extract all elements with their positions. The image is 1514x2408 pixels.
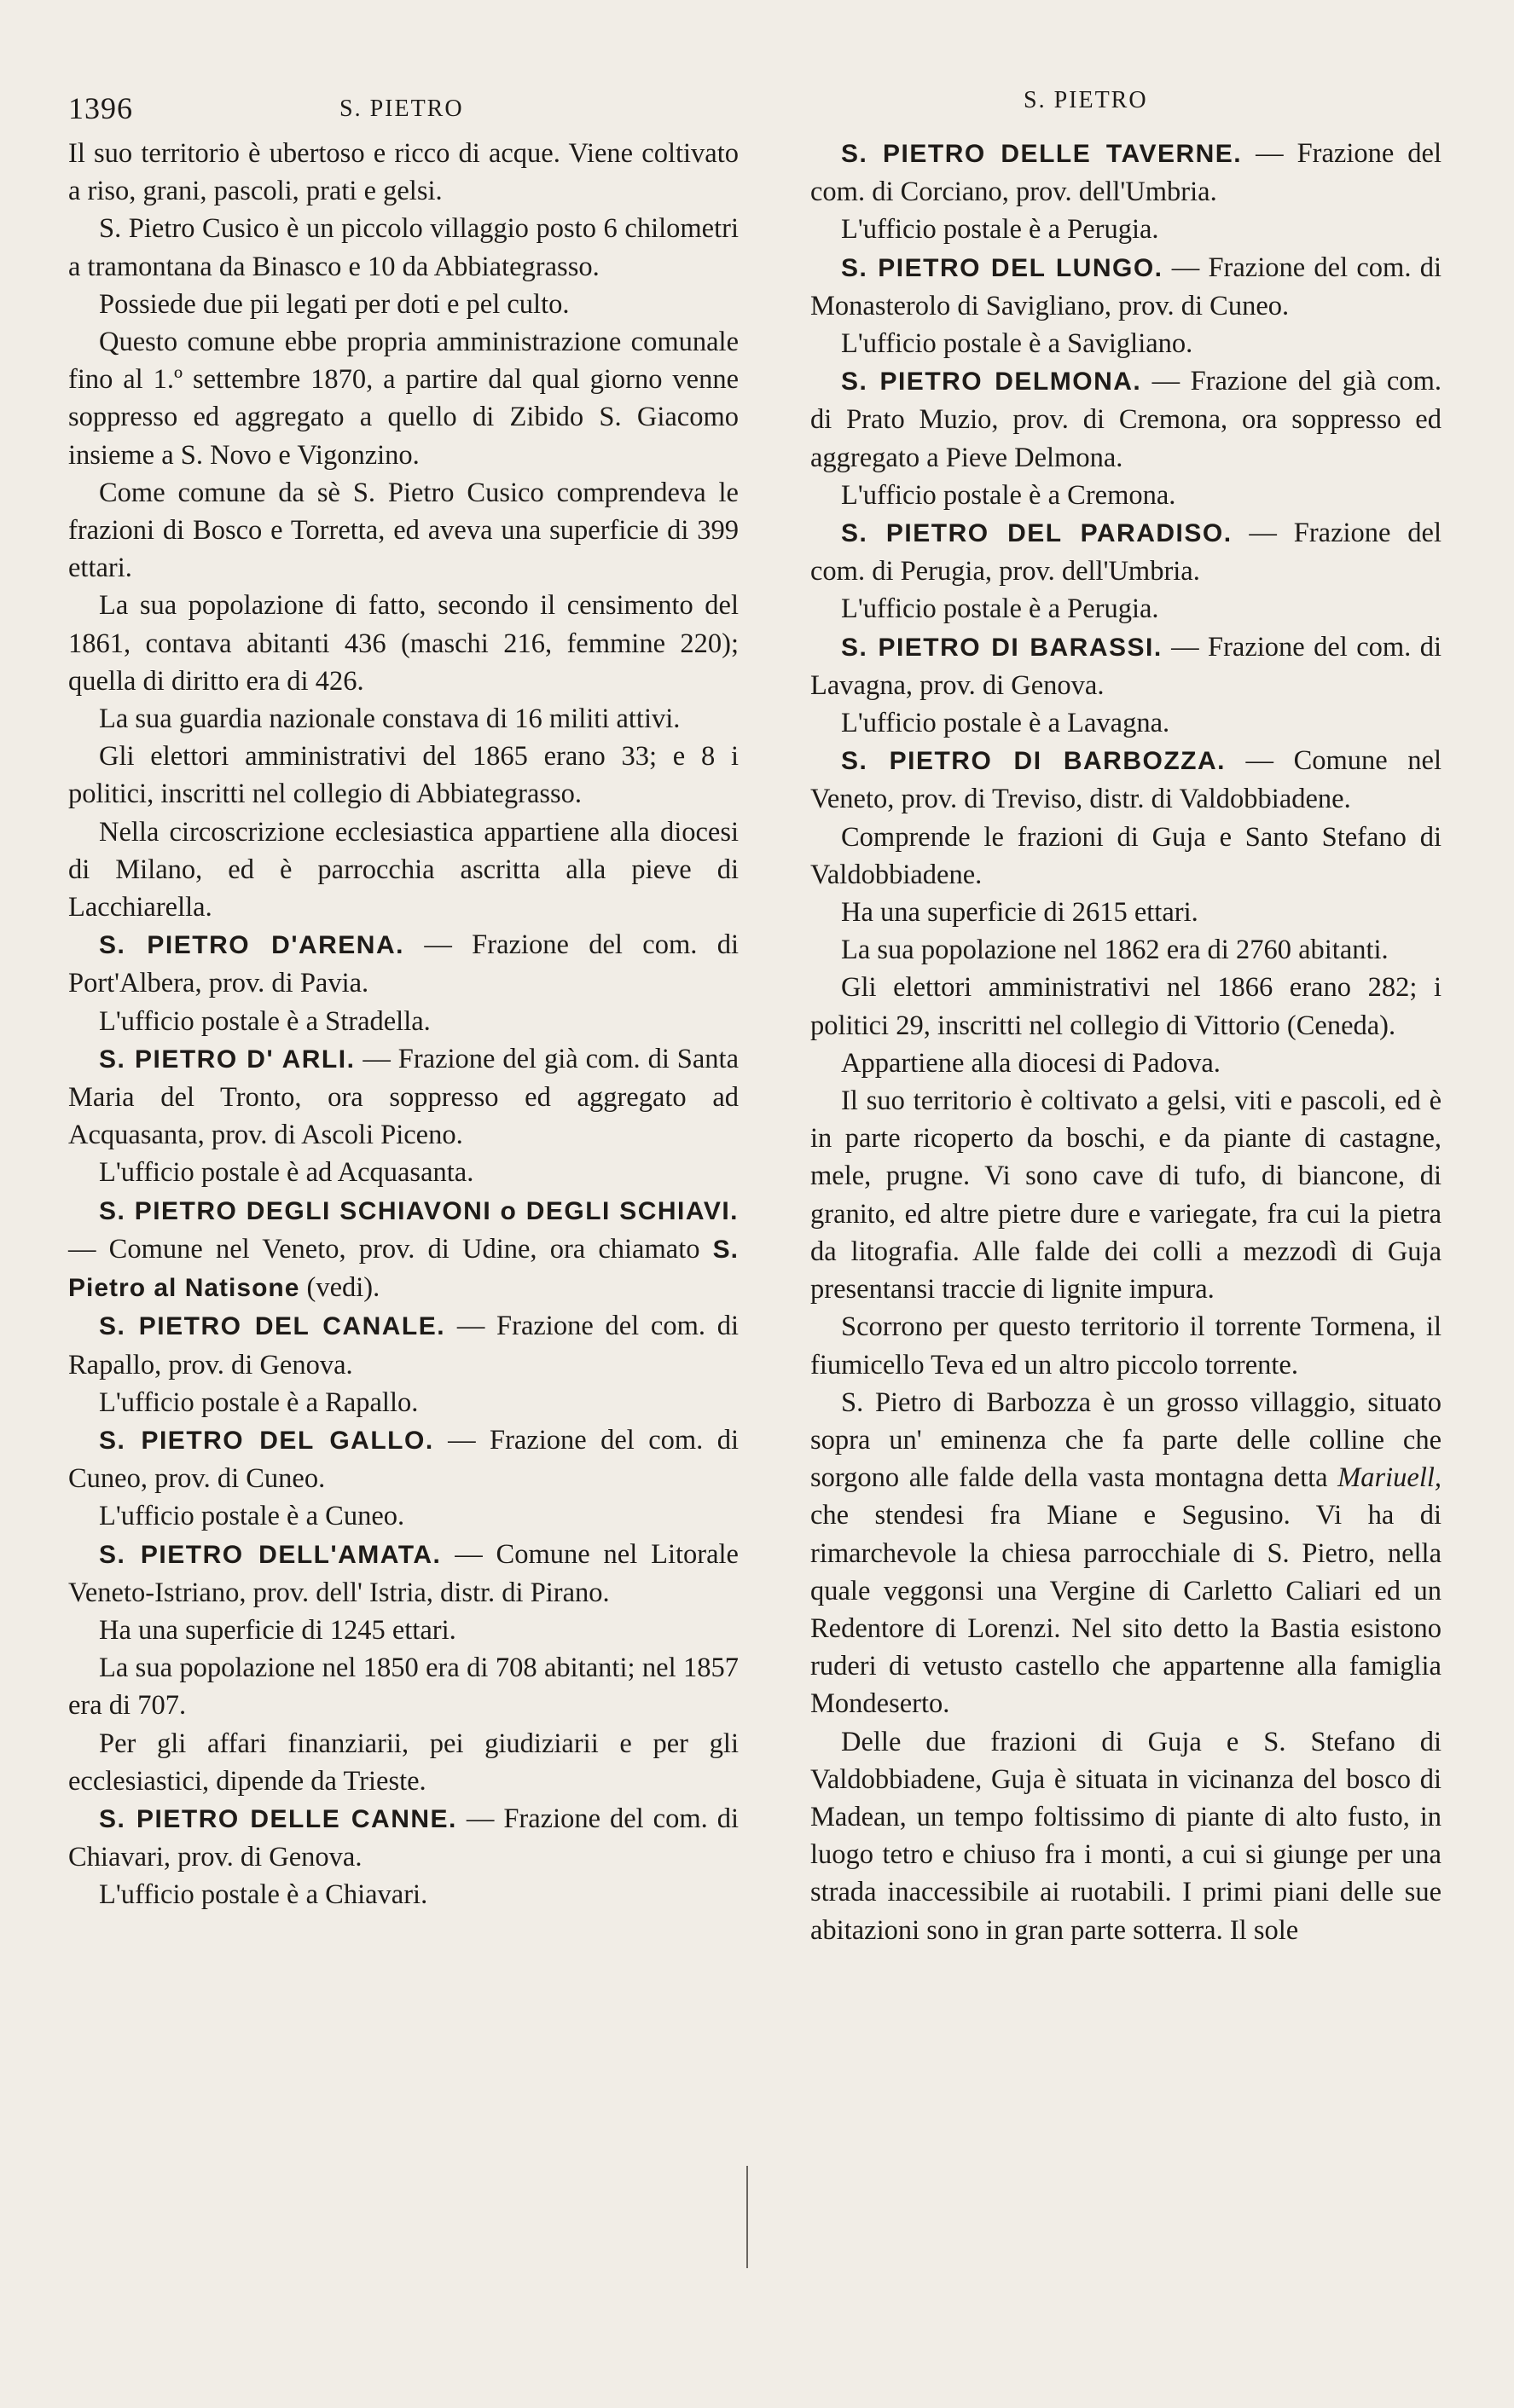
paragraph: Gli elettori amministrativi nel 1866 erano 282; i politici 29, inscritti nel collegio di Vittorio (Ceneda). [810, 972, 1441, 1041]
paragraph: Come comune da sè S. Pietro Cusico comprendeva le frazioni di Bosco e Torretta, ed aveva una superficie di 399 ettari. [68, 477, 739, 584]
page-number: 1396 [68, 91, 133, 125]
gazetteer-entry [810, 135, 1441, 211]
entry-title: S. PIETRO DI BARBOZZA. [841, 747, 1226, 776]
entry-title: S. PIETRO D'ARENA. [99, 931, 404, 960]
entry-text: — Frazione del com. di Chiavari, prov. di Genova. [68, 1803, 739, 1873]
left-column [68, 135, 739, 1914]
postal-note: L'ufficio postale è a Stradella. [99, 1005, 431, 1037]
gazetteer-entry [68, 1307, 739, 1383]
postal-note: L'ufficio postale è a Savigliano. [841, 328, 1193, 360]
paragraph: Appartiene alla diocesi di Padova. [841, 1047, 1221, 1079]
paragraph: Possiede due pii legati per doti e pel culto. [99, 288, 570, 320]
entry-title: S. PIETRO DELLE CANNE. [99, 1804, 457, 1833]
entry-text: (vedi). [299, 1272, 380, 1304]
gazetteer-entry [810, 249, 1441, 325]
running-head-left: S. PIETRO [339, 96, 464, 122]
entry-text: — Frazione del com. di Lavagna, prov. di Genova. [810, 631, 1441, 701]
entry-title: S. PIETRO DEL LUNGO. [841, 253, 1163, 282]
entry-text: — Frazione del com. di Port'Albera, prov. di Pavia. [68, 929, 739, 999]
entry-title: S. PIETRO DEGLI SCHIAVONI o DEGLI SCHIAVI. [99, 1196, 739, 1225]
paragraph: Scorrono per questo territorio il torrente Tormena, il fiumicello Teva ed un altro piccolo torrente. [810, 1311, 1441, 1381]
paragraph: La sua popolazione di fatto, secondo il censimento del 1861, contava abitanti 436 (maschi 216, femmine 220); quella di diritto era di 426. [68, 590, 739, 697]
entry-text: — Frazione del com. di Corciano, prov. dell'Umbria. [810, 138, 1441, 208]
paragraph: Ha una superficie di 1245 ettari. [99, 1614, 456, 1646]
paragraph: Ha una superficie di 2615 ettari. [841, 897, 1198, 929]
gazetteer-entry [68, 1040, 739, 1155]
entry-text: — Frazione del com. di Cuneo, prov. di Cuneo. [68, 1424, 739, 1495]
cross-reference: S. Pietro al Natisone [68, 1235, 739, 1303]
gazetteer-entry [68, 1421, 739, 1497]
entry-text: — Comune nel Veneto, prov. di Udine, ora chiamato [68, 1233, 713, 1265]
gazetteer-entry [68, 926, 739, 1002]
gazetteer-entry [810, 742, 1441, 818]
entry-text: — Comune nel Veneto, prov. di Treviso, distr. di Valdobbiadene. [810, 745, 1441, 815]
entry-text: — Comune nel Litorale Veneto-Istriano, prov. dell' Istria, distr. di Pirano. [68, 1538, 739, 1608]
gazetteer-entry [68, 1800, 739, 1876]
postal-note: L'ufficio postale è a Perugia. [841, 214, 1159, 246]
entry-title: S. PIETRO DELMONA. [841, 368, 1142, 397]
paragraph: Gli elettori amministrativi del 1865 erano 33; e 8 i politici, inscritti nel collegio di Abbiategrasso. [68, 741, 739, 810]
entry-title: S. PIETRO D' ARLI. [99, 1045, 356, 1074]
entry-text: — Frazione del già com. di Santa Maria del Tronto, ora soppresso ed aggregato ad Acquasanta, prov. di Ascoli Piceno. [68, 1043, 739, 1151]
gazetteer-entry [810, 628, 1441, 704]
gazetteer-entry [810, 514, 1441, 590]
postal-note: L'ufficio postale è a Rapallo. [99, 1386, 419, 1418]
entry-text: — Frazione del com. di Rapallo, prov. di Genova. [68, 1311, 739, 1381]
paragraph-text: S. Pietro di Barbozza è un grosso villaggio, situato sopra un' eminenza che fa parte delle colline che sorgono alle falde della vasta montagna detta [810, 1386, 1441, 1494]
entry-title: S. PIETRO DEL CANALE. [99, 1312, 446, 1341]
gazetteer-entry [68, 1536, 739, 1612]
paragraph: Per gli affari finanziarii, pei giudiziarii e per gli ecclesiastici, dipende da Trieste. [68, 1728, 739, 1797]
place-name-italic: Mariuell, [1337, 1462, 1441, 1494]
column-rule [746, 2166, 748, 2268]
paragraph [810, 1384, 1441, 1723]
running-head-right: S. PIETRO [1024, 87, 1148, 113]
entry-title: S. PIETRO DELLE TAVERNE. [841, 140, 1243, 168]
paragraph: La sua popolazione nel 1862 era di 2760 abitanti. [841, 935, 1389, 966]
paragraph: Il suo territorio è coltivato a gelsi, viti e pascoli, ed è in parte ricoperto da boschi, e da piante di castagne, mele, prugne. Vi sono cave di tufo, di biancone, di granito, ed altre pietre dure e variegate, fra cui la pietra da litografia. Alle falde dei colli a mezzodì di Guja presentansi traccie di lignite impura. [810, 1085, 1441, 1305]
postal-note: L'ufficio postale è a Cuneo. [99, 1501, 405, 1532]
postal-note: L'ufficio postale è a Lavagna. [841, 708, 1170, 739]
gazetteer-entry [810, 362, 1441, 477]
paragraph: S. Pietro Cusico è un piccolo villaggio posto 6 chilometri a tramontana da Binasco e 10 da Abbiategrasso. [68, 213, 739, 282]
paragraph: La sua guardia nazionale constava di 16 militi attivi. [99, 703, 681, 735]
entry-title: S. PIETRO DI BARASSI. [841, 633, 1163, 662]
paragraph: Delle due frazioni di Guja e S. Stefano di Valdobbiadene, Guja è situata in vicinanza del bosco di Madean, un tempo foltissimo di piante di alto fusto, in luogo tetro e chiuso fra i monti, a cui si giunge per una strada inaccessibile ai ruotabili. I primi piani delle sue abitazioni sono in gran parte sotterra. Il sole [810, 1726, 1441, 1946]
postal-note: L'ufficio postale è a Chiavari. [99, 1879, 428, 1911]
paragraph: Questo comune ebbe propria amministrazione comunale fino al 1.º settembre 1870, a partire dal qual giorno venne soppresso ed aggregato a quello di Zibido S. Giacomo insieme a S. Novo e Vigonzino. [68, 327, 739, 471]
postal-note: L'ufficio postale è ad Acquasanta. [99, 1157, 474, 1189]
entry-text: — Frazione del com. di Monasterolo di Savigliano, prov. di Cuneo. [810, 252, 1441, 321]
entry-title: S. PIETRO DEL GALLO. [99, 1426, 434, 1455]
paragraph: Nella circoscrizione ecclesiastica appartiene alla diocesi di Milano, ed è parrocchia ascritta alla pieve di Lacchiarella. [68, 816, 739, 923]
paragraph-text: che stendesi fra Miane e Segusino. Vi ha di rimarchevole la chiesa parrocchiale di S. Pietro, nella quale veggonsi una Vergine di Carletto Caliari ed un Redentore di Lorenzi. Nel sito detto la Bastia esistono ruderi di vetusto castello che appartenne alla famiglia Mondeserto. [810, 1500, 1441, 1720]
postal-note: L'ufficio postale è a Perugia. [841, 593, 1159, 625]
paragraph: Il suo territorio è ubertoso e ricco di acque. Viene coltivato a riso, grani, pascoli, prati e gelsi. [68, 138, 739, 207]
paragraph: Comprende le frazioni di Guja e Santo Stefano di Valdobbiadene. [810, 821, 1441, 890]
postal-note: L'ufficio postale è a Cremona. [841, 479, 1176, 511]
entry-title: S. PIETRO DELL'AMATA. [99, 1540, 442, 1569]
paragraph: La sua popolazione nel 1850 era di 708 abitanti; nel 1857 era di 707. [68, 1653, 739, 1722]
entry-text: — Frazione del com. di Perugia, prov. dell'Umbria. [810, 518, 1441, 588]
right-column [810, 135, 1441, 1949]
gazetteer-entry [68, 1192, 739, 1308]
entry-text: — Frazione del già com. di Prato Muzio, prov. di Cremona, ora soppresso ed aggregato a Pieve Delmona. [810, 366, 1441, 473]
entry-title: S. PIETRO DEL PARADISO. [841, 519, 1233, 548]
